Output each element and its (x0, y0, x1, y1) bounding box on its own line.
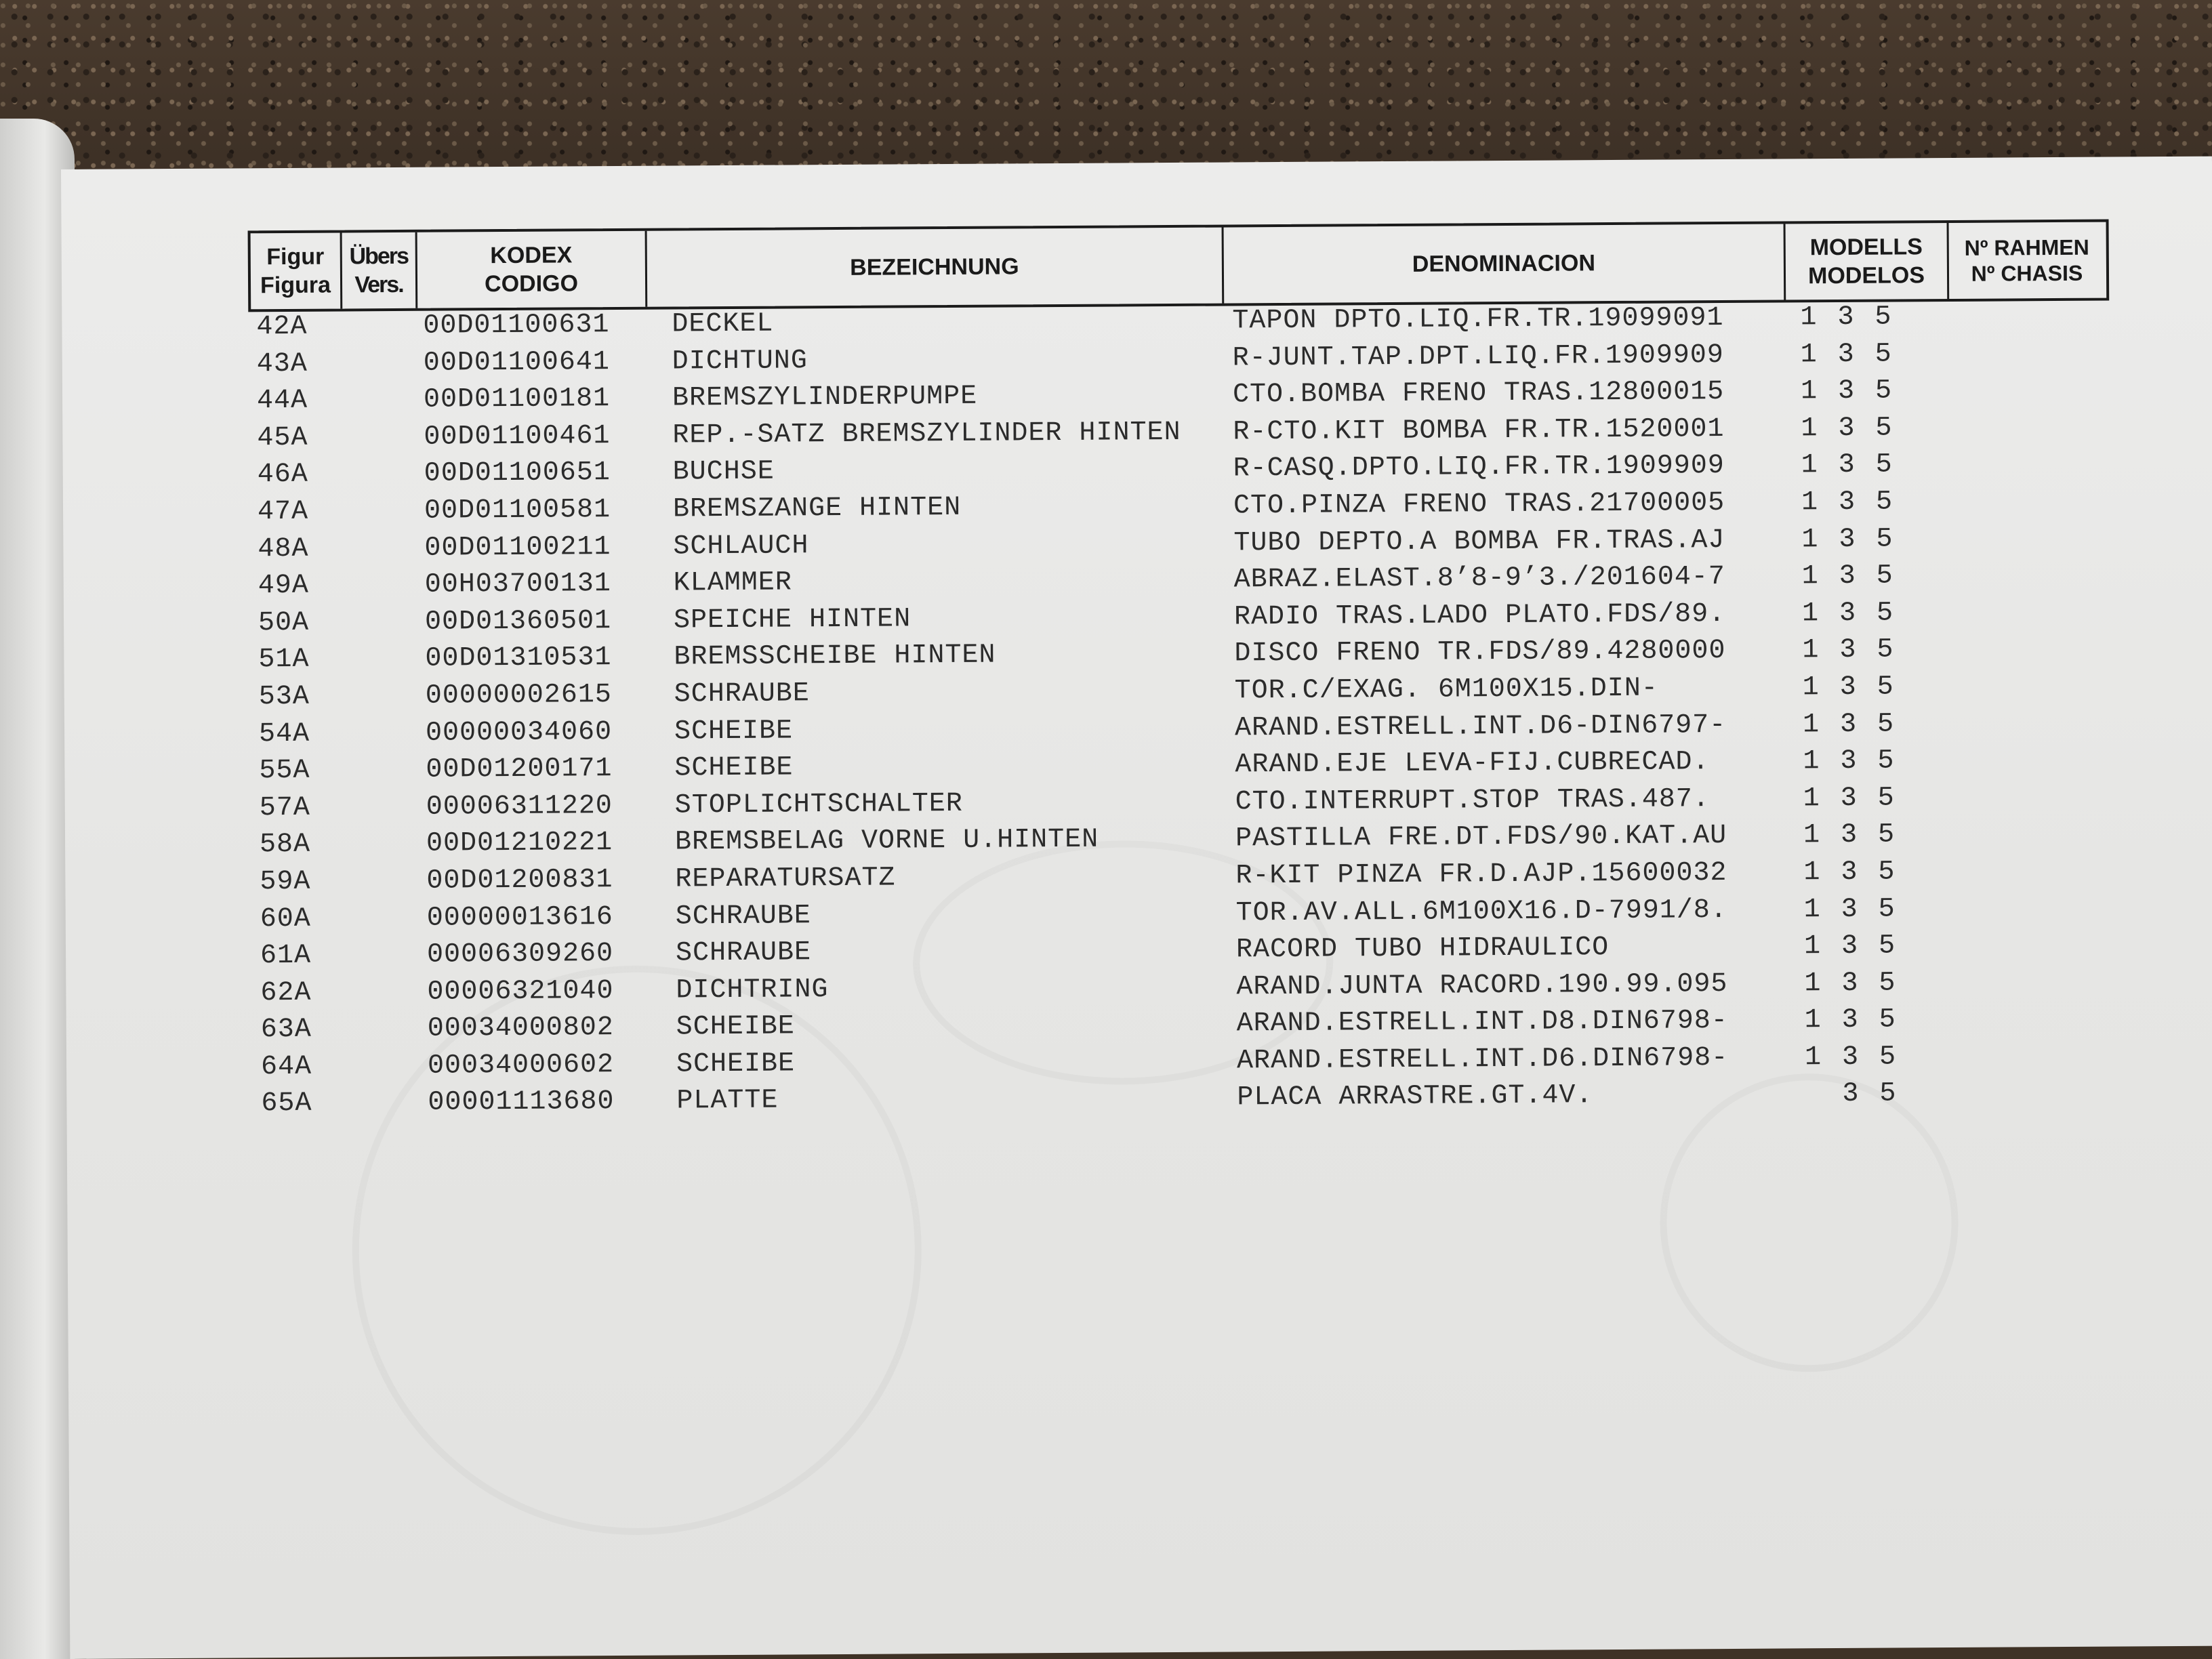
row-model-3: 3 (1838, 413, 1856, 444)
row-part-code: 00006309260 (426, 939, 614, 970)
row-model-1: 1 (1801, 487, 1819, 518)
row-denominacion: R-JUNT.TAP.DPT.LIQ.FR.1909909 (1232, 340, 1724, 374)
row-model-3: 3 (1839, 598, 1857, 629)
row-part-code: 00D01200831 (426, 864, 613, 897)
row-model-5: 5 (1877, 819, 1896, 851)
table-header (248, 220, 2110, 312)
row-figure: 51A (258, 644, 310, 676)
row-part-code: 00D01310531 (425, 642, 612, 675)
row-model-3: 3 (1839, 524, 1856, 555)
row-figure: 45A (257, 422, 308, 454)
row-model-3: 3 (1842, 1079, 1860, 1110)
row-model-1: 1 (1803, 931, 1822, 962)
row-bezeichnung: SCHRAUBE (674, 678, 810, 710)
header-version: Übers Vers. (342, 232, 418, 309)
row-bezeichnung: KLAMMER (673, 567, 792, 599)
row-figure: 49A (258, 570, 309, 602)
header-bezeichnung: BEZEICHNUNG (647, 228, 1225, 307)
row-model-5: 5 (1878, 930, 1896, 962)
row-denominacion: TAPON DPTO.LIQ.FR.TR.19099091 (1232, 303, 1724, 337)
ghost-disc-outline (1659, 1073, 1959, 1373)
row-model-3: 3 (1837, 339, 1855, 370)
row-denominacion: R-CTO.KIT BOMBA FR.TR.1520001 (1233, 413, 1725, 448)
row-bezeichnung: SCHRAUBE (675, 900, 811, 932)
row-part-code: 00D01200171 (426, 754, 613, 785)
row-model-1: 1 (1803, 820, 1821, 851)
row-figure: 55A (259, 755, 310, 787)
row-model-3: 3 (1840, 745, 1858, 777)
row-bezeichnung: STOPLICHTSCHALTER (674, 788, 963, 821)
row-part-code: 00000013616 (426, 901, 613, 934)
row-bezeichnung: SCHEIBE (676, 1011, 795, 1043)
row-bezeichnung: BREMSZANGE HINTEN (672, 492, 962, 525)
row-figure: 42A (256, 311, 308, 343)
row-model-5: 5 (1875, 375, 1893, 407)
row-model-1: 1 (1804, 1005, 1822, 1036)
row-model-1: 1 (1801, 598, 1820, 630)
row-part-code: 00006321040 (427, 975, 614, 1008)
row-figure: 57A (259, 792, 310, 823)
row-denominacion: ABRAZ.ELAST.8’8-9’3./201604-7 (1233, 562, 1725, 596)
row-part-code: 00D01100641 (423, 346, 610, 379)
header-chassis-number: Nº RAHMEN Nº CHASIS (1964, 234, 2089, 286)
row-model-3: 3 (1841, 857, 1858, 888)
row-model-1: 1 (1801, 561, 1819, 592)
row-bezeichnung: SCHEIBE (674, 752, 794, 784)
row-figure: 63A (260, 1015, 312, 1046)
row-model-1: 1 (1801, 524, 1819, 555)
row-figure: 58A (259, 830, 311, 861)
row-model-5: 5 (1876, 524, 1893, 555)
row-bezeichnung: REPARATURSATZ (675, 863, 896, 895)
row-model-1: 1 (1801, 413, 1818, 445)
row-denominacion: ARAND.ESTRELL.INT.D8.DIN6798- (1236, 1006, 1728, 1040)
row-bezeichnung: PLATTE (676, 1086, 779, 1117)
row-part-code: 00H03700131 (424, 569, 611, 600)
row-model-1: 1 (1800, 302, 1818, 333)
row-model-5: 5 (1875, 449, 1893, 481)
row-denominacion: PLACA ARRASTRE.GT.4V. (1237, 1080, 1593, 1113)
parts-table-body (248, 300, 2108, 1125)
row-part-code: 00D01100461 (424, 420, 611, 453)
row-model-1: 1 (1802, 635, 1820, 666)
row-model-1: 1 (1804, 968, 1822, 999)
row-part-code: 00D01100581 (424, 495, 611, 527)
row-model-3: 3 (1840, 783, 1858, 814)
row-model-3: 3 (1839, 709, 1858, 740)
row-model-3: 3 (1841, 930, 1859, 962)
row-figure: 44A (256, 385, 308, 417)
row-model-5: 5 (1875, 339, 1892, 370)
row-part-code: 00006311220 (426, 790, 613, 823)
row-denominacion: RACORD TUBO HIDRAULICO (1235, 933, 1610, 966)
row-model-5: 5 (1879, 1042, 1897, 1073)
row-model-1: 1 (1803, 894, 1821, 925)
row-bezeichnung: SPEICHE HINTEN (673, 604, 912, 636)
row-bezeichnung: DICHTRING (676, 974, 829, 1006)
row-figure: 54A (258, 718, 310, 750)
row-model-3: 3 (1838, 487, 1856, 518)
row-model-3: 3 (1841, 1042, 1860, 1073)
row-denominacion: ARAND.ESTRELL.INT.D6-DIN6797- (1234, 710, 1727, 743)
row-model-5: 5 (1878, 857, 1896, 888)
row-model-5: 5 (1879, 1004, 1896, 1036)
row-part-code: 00D01100651 (424, 457, 611, 490)
row-figure: 47A (257, 496, 309, 528)
row-model-5: 5 (1876, 598, 1894, 629)
row-model-5: 5 (1875, 487, 1893, 518)
row-part-code: 00D01360501 (424, 605, 612, 638)
row-model-3: 3 (1838, 450, 1856, 481)
header-figure: Figur Figura (251, 232, 343, 309)
row-denominacion: RADIO TRAS.LADO PLATO.FDS/89. (1233, 598, 1726, 633)
row-figure: 62A (260, 977, 312, 1008)
row-model-1: 1 (1800, 376, 1818, 407)
row-model-1: 1 (1803, 783, 1820, 815)
row-bezeichnung: REP.-SATZ BREMSZYLINDER HINTEN (672, 417, 1181, 451)
row-figure: 48A (258, 533, 309, 565)
row-model-5: 5 (1877, 783, 1895, 814)
row-model-5: 5 (1877, 709, 1895, 740)
row-bezeichnung: BREMSBELAG VORNE U.HINTEN (674, 824, 1099, 858)
row-part-code: 00000002615 (425, 679, 612, 712)
row-bezeichnung: SCHEIBE (676, 1048, 796, 1080)
row-model-1: 1 (1802, 709, 1820, 740)
row-part-code: 00D01210221 (426, 827, 613, 860)
row-denominacion: PASTILLA FRE.DT.FDS/90.KAT.AU (1235, 821, 1727, 855)
row-denominacion: CTO.PINZA FRENO TRAS.21700005 (1233, 487, 1725, 522)
row-part-code: 00D01100181 (423, 384, 611, 415)
row-model-1: 1 (1803, 746, 1820, 777)
row-model-5: 5 (1878, 893, 1896, 925)
row-model-3: 3 (1841, 1005, 1859, 1036)
row-model-3: 3 (1841, 894, 1858, 925)
row-model-5: 5 (1879, 968, 1896, 999)
row-denominacion: R-KIT PINZA FR.D.AJP.15600032 (1235, 857, 1727, 892)
row-denominacion: R-CASQ.DPTO.LIQ.FR.TR.1909909 (1233, 451, 1725, 485)
row-part-code: 00000034060 (425, 716, 613, 749)
row-model-3: 3 (1841, 968, 1859, 999)
row-model-5: 5 (1875, 413, 1893, 444)
row-figure: 50A (258, 607, 310, 638)
row-model-5: 5 (1875, 302, 1892, 333)
row-denominacion: CTO.BOMBA FRENO TRAS.12800015 (1232, 377, 1725, 411)
row-model-5: 5 (1877, 745, 1895, 777)
row-model-1: 1 (1802, 672, 1820, 703)
row-bezeichnung: SCHLAUCH (673, 530, 809, 562)
row-model-5: 5 (1877, 672, 1894, 703)
row-denominacion: ARAND.JUNTA RACORD.190.99.095 (1236, 968, 1728, 1003)
row-figure: 43A (256, 348, 308, 380)
catalog-page (61, 157, 2212, 1659)
row-model-1: 1 (1800, 339, 1818, 370)
row-bezeichnung: DICHTUNG (672, 345, 808, 377)
row-bezeichnung: BREMSZYLINDERPUMPE (672, 381, 978, 414)
row-figure: 64A (260, 1051, 312, 1083)
row-denominacion: TUBO DEPTO.A BOMBA FR.TRAS.AJ (1233, 525, 1725, 559)
row-denominacion: CTO.INTERRUPT.STOP TRAS.487. (1235, 783, 1710, 818)
row-figure: 46A (257, 459, 308, 491)
row-bezeichnung: SCHEIBE (674, 715, 794, 747)
row-part-code: 00034000602 (427, 1049, 615, 1082)
row-denominacion: ARAND.ESTRELL.INT.D6.DIN6798- (1236, 1042, 1729, 1077)
row-denominacion: ARAND.EJE LEVA-FIJ.CUBRECAD. (1235, 747, 1710, 781)
row-model-5: 5 (1879, 1078, 1897, 1110)
row-model-3: 3 (1839, 560, 1856, 592)
row-model-3: 3 (1840, 820, 1858, 851)
row-model-1: 1 (1803, 857, 1821, 888)
row-figure: 61A (260, 940, 312, 972)
row-figure: 53A (258, 681, 310, 713)
row-figure: 60A (260, 903, 311, 935)
header-models: MODELLS MODELOS (1786, 223, 1950, 300)
row-model-1: 1 (1804, 1042, 1822, 1073)
row-figure: 65A (261, 1088, 312, 1120)
row-denominacion: DISCO FRENO TR.FDS/89.4280000 (1234, 636, 1726, 670)
row-model-3: 3 (1837, 302, 1855, 333)
row-figure: 59A (260, 866, 311, 898)
row-bezeichnung: DECKEL (672, 308, 774, 340)
row-part-code: 00D01100211 (424, 531, 611, 564)
row-part-code: 00034000802 (427, 1012, 614, 1045)
header-denominacion: DENOMINACION (1224, 224, 1786, 303)
row-bezeichnung: BREMSSCHEIBE HINTEN (674, 640, 996, 673)
row-denominacion: TOR.C/EXAG. 6M100X15.DIN- (1234, 673, 1658, 707)
row-model-3: 3 (1837, 376, 1856, 407)
row-model-3: 3 (1839, 672, 1857, 703)
row-part-code: 00001113680 (428, 1086, 615, 1119)
row-model-1: 1 (1801, 450, 1818, 481)
row-model-3: 3 (1839, 635, 1857, 666)
row-denominacion: TOR.AV.ALL.6M100X16.D-7991/8. (1235, 895, 1727, 928)
header-code: KODEX CODIGO (417, 231, 648, 308)
row-bezeichnung: SCHRAUBE (675, 937, 812, 969)
row-bezeichnung: BUCHSE (672, 456, 775, 488)
row-part-code: 00D01100631 (423, 310, 610, 342)
row-model-5: 5 (1876, 560, 1893, 592)
row-model-5: 5 (1877, 634, 1894, 665)
